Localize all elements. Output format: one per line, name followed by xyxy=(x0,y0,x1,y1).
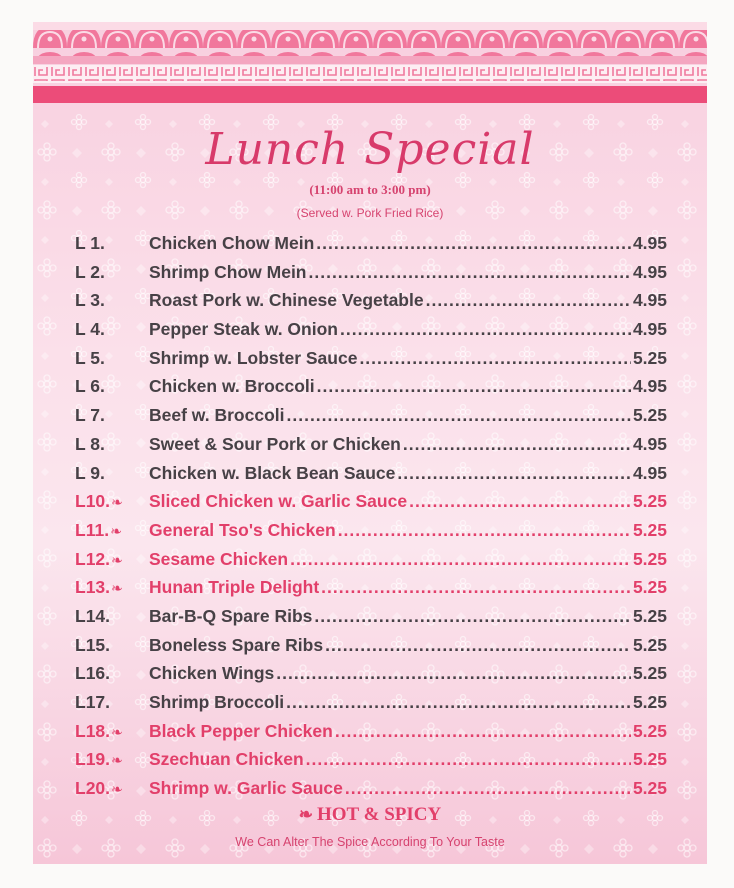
menu-item xyxy=(75,717,667,746)
item-price: 5.25 xyxy=(632,692,667,712)
item-price: 5.25 xyxy=(632,405,667,426)
chili-pepper-icon: ❧ xyxy=(110,522,122,539)
item-code-text: L17. xyxy=(75,692,111,712)
item-code xyxy=(75,573,149,603)
dot-leader xyxy=(426,286,631,315)
menu-item xyxy=(75,631,667,660)
menu-item xyxy=(75,545,667,574)
item-code xyxy=(75,344,149,373)
item-price: 4.95 xyxy=(632,462,667,483)
item-price: 5.25 xyxy=(632,347,667,368)
item-name: Bar-B-Q Spare Ribs xyxy=(149,605,313,626)
item-code xyxy=(75,487,149,517)
menu-item xyxy=(75,258,667,287)
item-name: Pepper Steak w. Onion xyxy=(149,319,338,340)
item-code-text: L13. xyxy=(75,577,111,598)
spice-note: We Can Alter The Spice According To Your Taste xyxy=(235,835,505,849)
item-price: 5.25 xyxy=(632,577,667,598)
item-price: 4.95 xyxy=(632,376,667,397)
hot-spicy-label: HOT & SPICY xyxy=(317,804,442,825)
item-price: 5.25 xyxy=(632,548,667,569)
item-name: Shrimp Broccoli xyxy=(149,692,285,712)
chili-pepper-icon: ❧ xyxy=(111,723,123,740)
item-price: 5.25 xyxy=(632,634,667,655)
dot-leader xyxy=(276,659,631,688)
item-price: 4.95 xyxy=(632,233,667,253)
chili-pepper-icon: ❧ xyxy=(111,752,123,769)
item-code-text: L20. xyxy=(75,778,111,799)
item-code-text: L19. xyxy=(75,749,111,770)
dot-leader xyxy=(314,602,631,631)
chili-pepper-icon: ❧ xyxy=(111,551,123,568)
item-price: 4.95 xyxy=(632,319,667,340)
menu-item xyxy=(75,286,667,315)
item-code xyxy=(75,602,149,631)
hot-spicy-legend xyxy=(33,804,707,826)
item-price: 5.25 xyxy=(632,491,667,512)
item-code-text: L14. xyxy=(75,605,111,626)
menu-item xyxy=(75,688,667,717)
serving-hours: (11:00 am to 3:00 pm) xyxy=(309,182,431,197)
item-code xyxy=(75,286,149,315)
menu-item xyxy=(75,602,667,631)
item-name: Beef w. Broccoli xyxy=(149,405,285,426)
item-price: 4.95 xyxy=(632,433,667,454)
item-name: Chicken Wings xyxy=(149,663,275,684)
item-name: Roast Pork w. Chinese Vegetable xyxy=(149,290,424,311)
item-name: Shrimp w. Lobster Sauce xyxy=(149,347,358,368)
item-code-text: L12. xyxy=(75,548,111,569)
dot-leader xyxy=(403,430,631,459)
item-name: Black Pepper Chicken xyxy=(149,720,333,741)
lunch-menu-list xyxy=(75,229,667,803)
menu-item xyxy=(75,745,667,774)
item-code xyxy=(75,516,149,546)
item-price: 4.95 xyxy=(632,290,667,311)
item-code xyxy=(75,659,149,688)
chili-pepper-icon: ❧ xyxy=(111,494,123,511)
item-code-text: L 2. xyxy=(75,261,105,282)
dot-leader xyxy=(317,372,631,401)
item-code xyxy=(75,258,149,287)
item-code xyxy=(75,459,149,488)
dot-leader xyxy=(335,717,631,746)
menu-item xyxy=(75,659,667,688)
menu-item xyxy=(75,372,667,401)
item-code-text: L11. xyxy=(75,519,110,540)
item-code-text: L 1. xyxy=(75,233,105,253)
item-name: Chicken Chow Mein xyxy=(149,233,315,253)
item-price: 5.25 xyxy=(632,749,667,770)
dot-leader xyxy=(359,344,631,373)
dot-leader xyxy=(321,573,631,602)
menu-item xyxy=(75,344,667,373)
item-code xyxy=(75,631,149,660)
menu-item xyxy=(75,229,667,258)
item-code xyxy=(75,401,149,430)
item-code-text: L 4. xyxy=(75,319,105,340)
menu-item xyxy=(75,573,667,602)
item-name: Sliced Chicken w. Garlic Sauce xyxy=(149,491,408,512)
item-code-text: L10. xyxy=(75,491,111,512)
dot-leader xyxy=(290,545,631,574)
item-price: 5.25 xyxy=(632,720,667,741)
dot-leader xyxy=(325,631,631,660)
item-name: Sesame Chicken xyxy=(149,548,289,569)
menu-item xyxy=(75,430,667,459)
item-code xyxy=(75,229,149,258)
dot-leader xyxy=(409,487,631,516)
dot-leader xyxy=(316,229,631,258)
item-price: 4.95 xyxy=(632,261,667,282)
dot-leader xyxy=(309,258,631,287)
menu-sheet xyxy=(33,22,707,864)
item-price: 5.25 xyxy=(632,663,667,684)
item-name: Shrimp w. Garlic Sauce xyxy=(149,778,343,799)
menu-item xyxy=(75,487,667,516)
item-code xyxy=(75,430,149,459)
item-code-text: L16. xyxy=(75,663,111,684)
chili-pepper-icon: ❧ xyxy=(111,580,123,597)
dot-leader xyxy=(287,401,631,430)
item-code-text: L18. xyxy=(75,720,111,741)
item-name: Chicken w. Black Bean Sauce xyxy=(149,462,396,483)
dot-leader xyxy=(306,745,631,774)
item-name: Boneless Spare Ribs xyxy=(149,634,324,655)
item-code-text: L 8. xyxy=(75,433,105,454)
item-code xyxy=(75,688,149,717)
decorative-border xyxy=(33,22,707,104)
item-code-text: L 9. xyxy=(75,462,105,483)
item-name: Shrimp Chow Mein xyxy=(149,261,307,282)
menu-item xyxy=(75,459,667,488)
menu-item xyxy=(75,315,667,344)
item-code-text: L 5. xyxy=(75,347,105,368)
item-name: Szechuan Chicken xyxy=(149,749,304,770)
item-name: Sweet & Sour Pork or Chicken xyxy=(149,433,401,454)
item-code-text: L 7. xyxy=(75,405,105,426)
item-code-text: L15. xyxy=(75,634,111,655)
item-code xyxy=(75,315,149,344)
menu-item xyxy=(75,401,667,430)
item-name: Hunan Triple Delight xyxy=(149,577,320,598)
served-with-note: (Served w. Pork Fried Rice) xyxy=(296,206,444,220)
menu-title: Lunch Special xyxy=(205,124,535,175)
chili-pepper-icon: ❧ xyxy=(298,805,313,824)
item-code xyxy=(75,372,149,401)
chili-pepper-icon: ❧ xyxy=(111,781,123,798)
dot-leader xyxy=(397,459,631,488)
item-name: Chicken w. Broccoli xyxy=(149,376,315,397)
item-name: General Tso's Chicken xyxy=(149,519,336,540)
dot-leader xyxy=(338,516,631,545)
dot-leader xyxy=(340,315,631,344)
menu-item xyxy=(75,774,667,803)
item-price: 5.25 xyxy=(632,605,667,626)
item-code xyxy=(75,745,149,775)
dot-leader xyxy=(345,774,631,803)
item-code xyxy=(75,717,149,747)
item-code xyxy=(75,774,149,804)
item-price: 5.25 xyxy=(632,778,667,799)
menu-item xyxy=(75,516,667,545)
item-code-text: L 3. xyxy=(75,290,105,311)
item-price: 5.25 xyxy=(632,519,667,540)
dot-leader xyxy=(286,688,631,717)
item-code xyxy=(75,545,149,575)
item-code-text: L 6. xyxy=(75,376,105,397)
